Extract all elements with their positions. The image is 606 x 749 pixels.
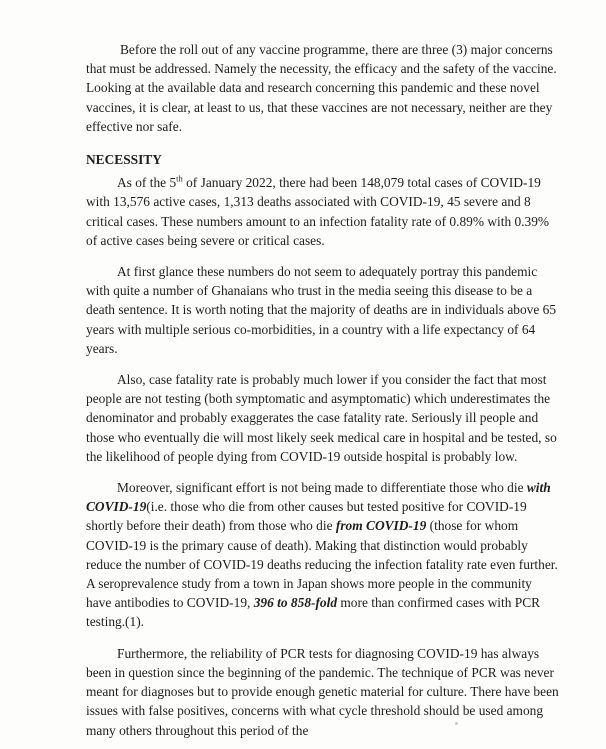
intro-paragraph: Before the roll out of any vaccine programme, there are three (3) major concerns that must be addressed. Namely the necessity, the efficacy and the safety of the vaccine. Looking at the available data and research concerning this pandemic and these novel vaccines, it is clear, at least to us, that these vaccines are not necessary, neither are they effective nor safe. (86, 42, 557, 134)
paragraph-case-fatality: Also, case fatality rate is probably much lower if you consider the fact that most people are not testing (both symptomatic and asymptomatic) which underestimates the denominator and probably exaggerates the case fatality rate. Seriously ill people and those who eventually die will most likely seek medical care in hospital and be tested, so the likelihood of people dying from COVID-19 outside hospital is probably low. (86, 372, 557, 464)
paragraph-pcr-reliability: Furthermore, the reliability of PCR tests for diagnosing COVID-19 has always been in question since the beginning of the pandemic. The technique of PCR was never meant for diagnoses but to provide enough genetic material for culture. There have been issues with false positives, concerns with what cycle threshold should be used among many others throughout this period of the (86, 645, 559, 738)
emphasis-from-covid: from COVID-19 (335, 518, 427, 534)
paragraph-with-vs-from (86, 478, 560, 632)
p1-text-b: of January 2022, there had been 148,079 total cases of COVID-19 with 13,576 active cases, 1,313 deaths associated with COVID-19, 45 severe and 8 critical cases. These numbers amount to an infection fatality rate of 0.89% with 0.39% of active cases being severe or critical cases. (86, 175, 550, 248)
p4-text-c: (those for whom COVID-19 is the primary cause of death). Making that distinction would probably reduce the number of COVID-19 deaths reducing the infection fatality rate even further. A seroprevalence study from a town in Japan shows more people in the community have antibodies to COVID-19, (86, 518, 558, 611)
p1-text-a: As of the 5 (117, 175, 177, 191)
paragraph-first-glance: At first glance these numbers do not seem to adequately portray this pandemic with quite a number of Ghanaians who trust in the media seeing this disease to be a death sentence. It is worth noting that the majority of deaths are in individuals above 65 years with multiple serious co-morbidities, in a country with a life expectancy of 64 years. (86, 264, 557, 356)
ordinal-suffix: th (176, 173, 183, 184)
p4-text-d: more than confirmed cases with PCR testing.(1). (86, 595, 541, 630)
paragraph-case-statistics (86, 173, 560, 250)
scan-speck (455, 722, 458, 725)
emphasis-with-covid: with COVID-19 (86, 480, 551, 515)
emphasis-fold: 396 to 858-fold (253, 595, 338, 611)
p4-text-a: Moreover, significant effort is not being made to differentiate those who die (117, 480, 527, 496)
section-heading: NECESSITY (86, 152, 162, 168)
p4-text-b: (i.e. those who die from other causes but tested positive for COVID-19 shortly before their death) from those who die (86, 499, 527, 534)
